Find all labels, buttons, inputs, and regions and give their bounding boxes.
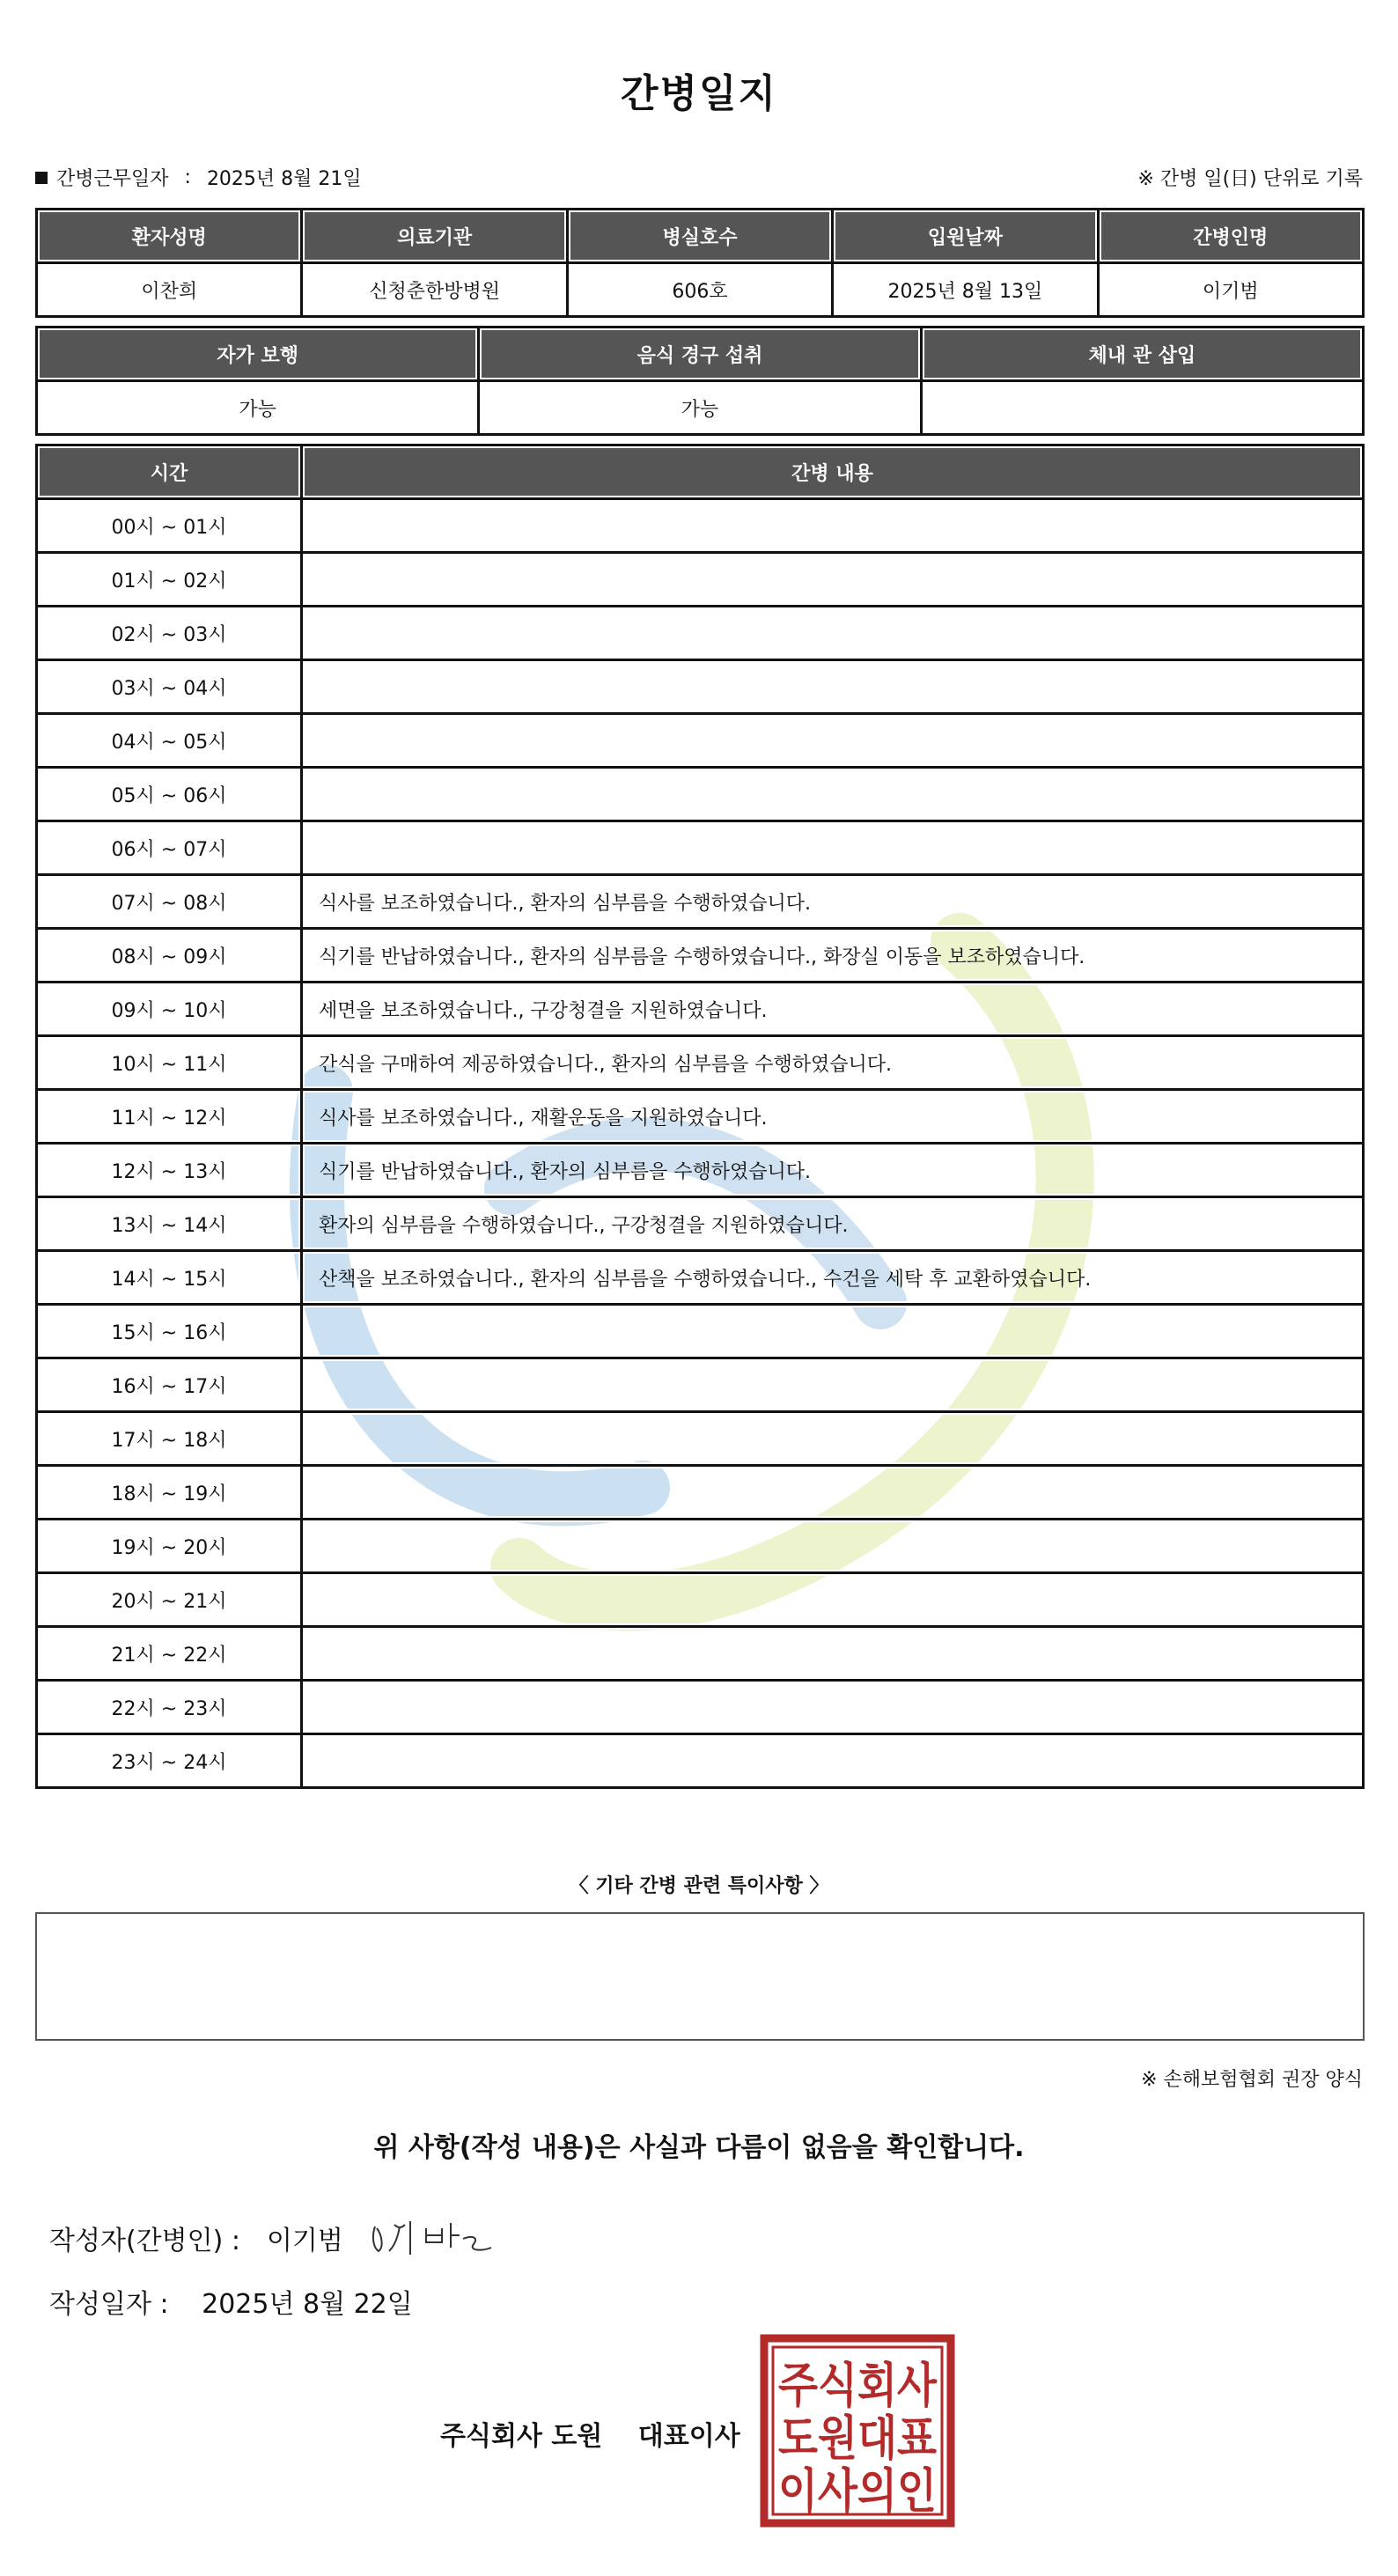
care-content-cell[interactable] — [302, 1573, 1364, 1627]
time-slot-cell: 10시 ~ 11시 — [37, 1036, 302, 1090]
time-slot-cell: 16시 ~ 17시 — [37, 1358, 302, 1412]
care-content-cell[interactable]: 산책을 보조하였습니다., 환자의 심부름을 수행하였습니다., 수건을 세탁 후 교환하였습니다. — [302, 1251, 1364, 1305]
care-content-cell[interactable]: 식사를 보조하였습니다., 환자의 심부름을 수행하였습니다. — [302, 875, 1364, 929]
header-self-walking: 자가 보행 — [37, 328, 479, 381]
writer-name: 이기범 — [266, 2226, 343, 2256]
care-log-row — [37, 1305, 1364, 1358]
admission-date: 2025년 8월 13일 — [833, 263, 1098, 317]
care-log-row — [37, 607, 1364, 660]
time-slot-cell: 06시 ~ 07시 — [37, 821, 302, 875]
tube-insertion-value — [921, 381, 1363, 435]
hospital-name: 신청춘한방병원 — [302, 263, 567, 317]
header-oral-intake: 음식 경구 섭취 — [479, 328, 921, 381]
care-content-cell[interactable] — [302, 1520, 1364, 1573]
time-slot-cell: 07시 ~ 08시 — [37, 875, 302, 929]
bullet-square-icon — [35, 172, 48, 184]
care-log-row — [37, 1573, 1364, 1627]
record-unit-note: ※ 간병 일(日) 단위로 기록 — [1137, 168, 1363, 190]
notes-field[interactable] — [35, 1912, 1365, 2041]
care-content-cell[interactable] — [302, 1358, 1364, 1412]
care-log-row — [37, 499, 1364, 553]
care-content-cell[interactable]: 세면을 보조하였습니다., 구강청결을 지원하였습니다. — [302, 983, 1364, 1036]
time-slot-cell: 03시 ~ 04시 — [37, 660, 302, 714]
patient-info-header-row — [37, 210, 1364, 263]
time-slot-cell: 14시 ~ 15시 — [37, 1251, 302, 1305]
time-slot-cell: 22시 ~ 23시 — [37, 1681, 302, 1734]
care-content-cell[interactable] — [302, 1305, 1364, 1358]
care-content-cell[interactable] — [302, 714, 1364, 768]
care-content-cell[interactable] — [302, 1412, 1364, 1466]
time-slot-cell: 05시 ~ 06시 — [37, 768, 302, 821]
company-name: 주식회사 도원 — [440, 2421, 603, 2452]
time-slot-cell: 23시 ~ 24시 — [37, 1734, 302, 1788]
time-slot-cell: 20시 ~ 21시 — [37, 1573, 302, 1627]
written-date-line — [49, 2282, 413, 2321]
handwritten-signature — [368, 2216, 500, 2260]
header-care-content: 간병 내용 — [302, 445, 1364, 499]
work-date-separator: : — [184, 166, 191, 188]
room-number: 606호 — [567, 263, 832, 317]
care-log-row — [37, 768, 1364, 821]
time-slot-cell: 09시 ~ 10시 — [37, 983, 302, 1036]
care-log-row — [37, 929, 1364, 983]
seal-text-line-1: 주식회사 — [778, 2358, 938, 2413]
header-admission-date: 입원날짜 — [833, 210, 1098, 263]
care-log-row — [37, 714, 1364, 768]
care-content-cell[interactable] — [302, 660, 1364, 714]
time-slot-cell: 18시 ~ 19시 — [37, 1466, 302, 1520]
care-content-cell[interactable] — [302, 553, 1364, 607]
care-log-row — [37, 1358, 1364, 1412]
self-walking-value: 가능 — [37, 381, 479, 435]
status-header-row — [37, 328, 1364, 381]
header-tube-insertion: 체내 관 삽입 — [921, 328, 1363, 381]
written-date-label: 작성일자 : — [49, 2289, 169, 2320]
time-slot-cell: 12시 ~ 13시 — [37, 1144, 302, 1197]
care-log-row — [37, 1090, 1364, 1144]
caregiver-name: 이기범 — [1098, 263, 1363, 317]
work-date-label: 간병근무일자 — [56, 168, 169, 190]
seal-text-line-2: 도원대표 — [778, 2410, 937, 2466]
care-log-row — [37, 1412, 1364, 1466]
time-slot-cell: 15시 ~ 16시 — [37, 1305, 302, 1358]
writer-line — [49, 2216, 500, 2260]
time-slot-cell: 01시 ~ 02시 — [37, 553, 302, 607]
time-slot-cell: 13시 ~ 14시 — [37, 1197, 302, 1251]
care-log-row — [37, 1197, 1364, 1251]
work-date-line — [35, 164, 362, 191]
care-log-header-row — [37, 445, 1364, 499]
work-date-value: 2025년 8월 21일 — [206, 168, 362, 190]
header-caregiver-name: 간병인명 — [1098, 210, 1363, 263]
written-date-value: 2025년 8월 22일 — [202, 2289, 413, 2320]
care-content-cell[interactable]: 식사를 보조하였습니다., 재활운동을 지원하였습니다. — [302, 1090, 1364, 1144]
patient-name: 이찬희 — [37, 263, 302, 317]
care-content-cell[interactable] — [302, 499, 1364, 553]
notes-title: 〈 기타 간병 관련 특이사항 〉 — [569, 1875, 829, 1897]
care-content-cell[interactable] — [302, 821, 1364, 875]
care-content-cell[interactable] — [302, 1681, 1364, 1734]
time-slot-cell: 08시 ~ 09시 — [37, 929, 302, 983]
care-content-cell[interactable] — [302, 1466, 1364, 1520]
care-log-row — [37, 1144, 1364, 1197]
form-source-note: ※ 손해보험협회 권장 양식 — [1141, 2069, 1363, 2091]
time-slot-cell: 17시 ~ 18시 — [37, 1412, 302, 1466]
time-slot-cell: 19시 ~ 20시 — [37, 1520, 302, 1573]
care-content-cell[interactable]: 환자의 심부름을 수행하였습니다., 구강청결을 지원하였습니다. — [302, 1197, 1364, 1251]
care-log-row — [37, 1627, 1364, 1681]
seal-text-line-3: 이사의인 — [778, 2463, 937, 2519]
company-line — [440, 2414, 740, 2453]
time-slot-cell: 04시 ~ 05시 — [37, 714, 302, 768]
time-slot-cell: 11시 ~ 12시 — [37, 1090, 302, 1144]
care-log-row — [37, 1251, 1364, 1305]
header-time: 시간 — [37, 445, 302, 499]
writer-label: 작성자(간병인) : — [49, 2226, 240, 2256]
care-log-body — [37, 499, 1364, 1788]
care-log-row — [37, 1681, 1364, 1734]
time-slot-cell: 02시 ~ 03시 — [37, 607, 302, 660]
company-seal-stamp — [759, 2333, 956, 2528]
care-content-cell[interactable]: 식기를 반납하였습니다., 환자의 심부름을 수행하였습니다., 화장실 이동을 보조하였습니다. — [302, 929, 1364, 983]
care-content-cell[interactable] — [302, 768, 1364, 821]
care-log-row — [37, 983, 1364, 1036]
patient-status-table — [35, 326, 1365, 436]
care-log-row — [37, 821, 1364, 875]
care-log-row — [37, 875, 1364, 929]
representative-title: 대표이사 — [637, 2421, 740, 2452]
care-log-row — [37, 1036, 1364, 1090]
care-content-cell[interactable] — [302, 607, 1364, 660]
header-hospital: 의료기관 — [302, 210, 567, 263]
status-value-row — [37, 381, 1364, 435]
care-log-row — [37, 1466, 1364, 1520]
oral-intake-value: 가능 — [479, 381, 921, 435]
confirmation-statement: 위 사항(작성 내용)은 사실과 다름이 없음을 확인합니다. — [373, 2132, 1025, 2163]
care-log-row — [37, 1520, 1364, 1573]
care-log-table — [35, 444, 1365, 1789]
care-content-cell[interactable]: 식기를 반납하였습니다., 환자의 심부름을 수행하였습니다. — [302, 1144, 1364, 1197]
header-room: 병실호수 — [567, 210, 832, 263]
patient-info-table — [35, 208, 1365, 318]
care-content-cell[interactable] — [302, 1627, 1364, 1681]
care-log-row — [37, 1734, 1364, 1788]
care-content-cell[interactable]: 간식을 구매하여 제공하였습니다., 환자의 심부름을 수행하였습니다. — [302, 1036, 1364, 1090]
care-log-row — [37, 660, 1364, 714]
page-title: 간병일지 — [620, 71, 777, 116]
time-slot-cell: 21시 ~ 22시 — [37, 1627, 302, 1681]
time-slot-cell: 00시 ~ 01시 — [37, 499, 302, 553]
care-log-row — [37, 553, 1364, 607]
patient-info-value-row — [37, 263, 1364, 317]
care-content-cell[interactable] — [302, 1734, 1364, 1788]
header-patient-name: 환자성명 — [37, 210, 302, 263]
